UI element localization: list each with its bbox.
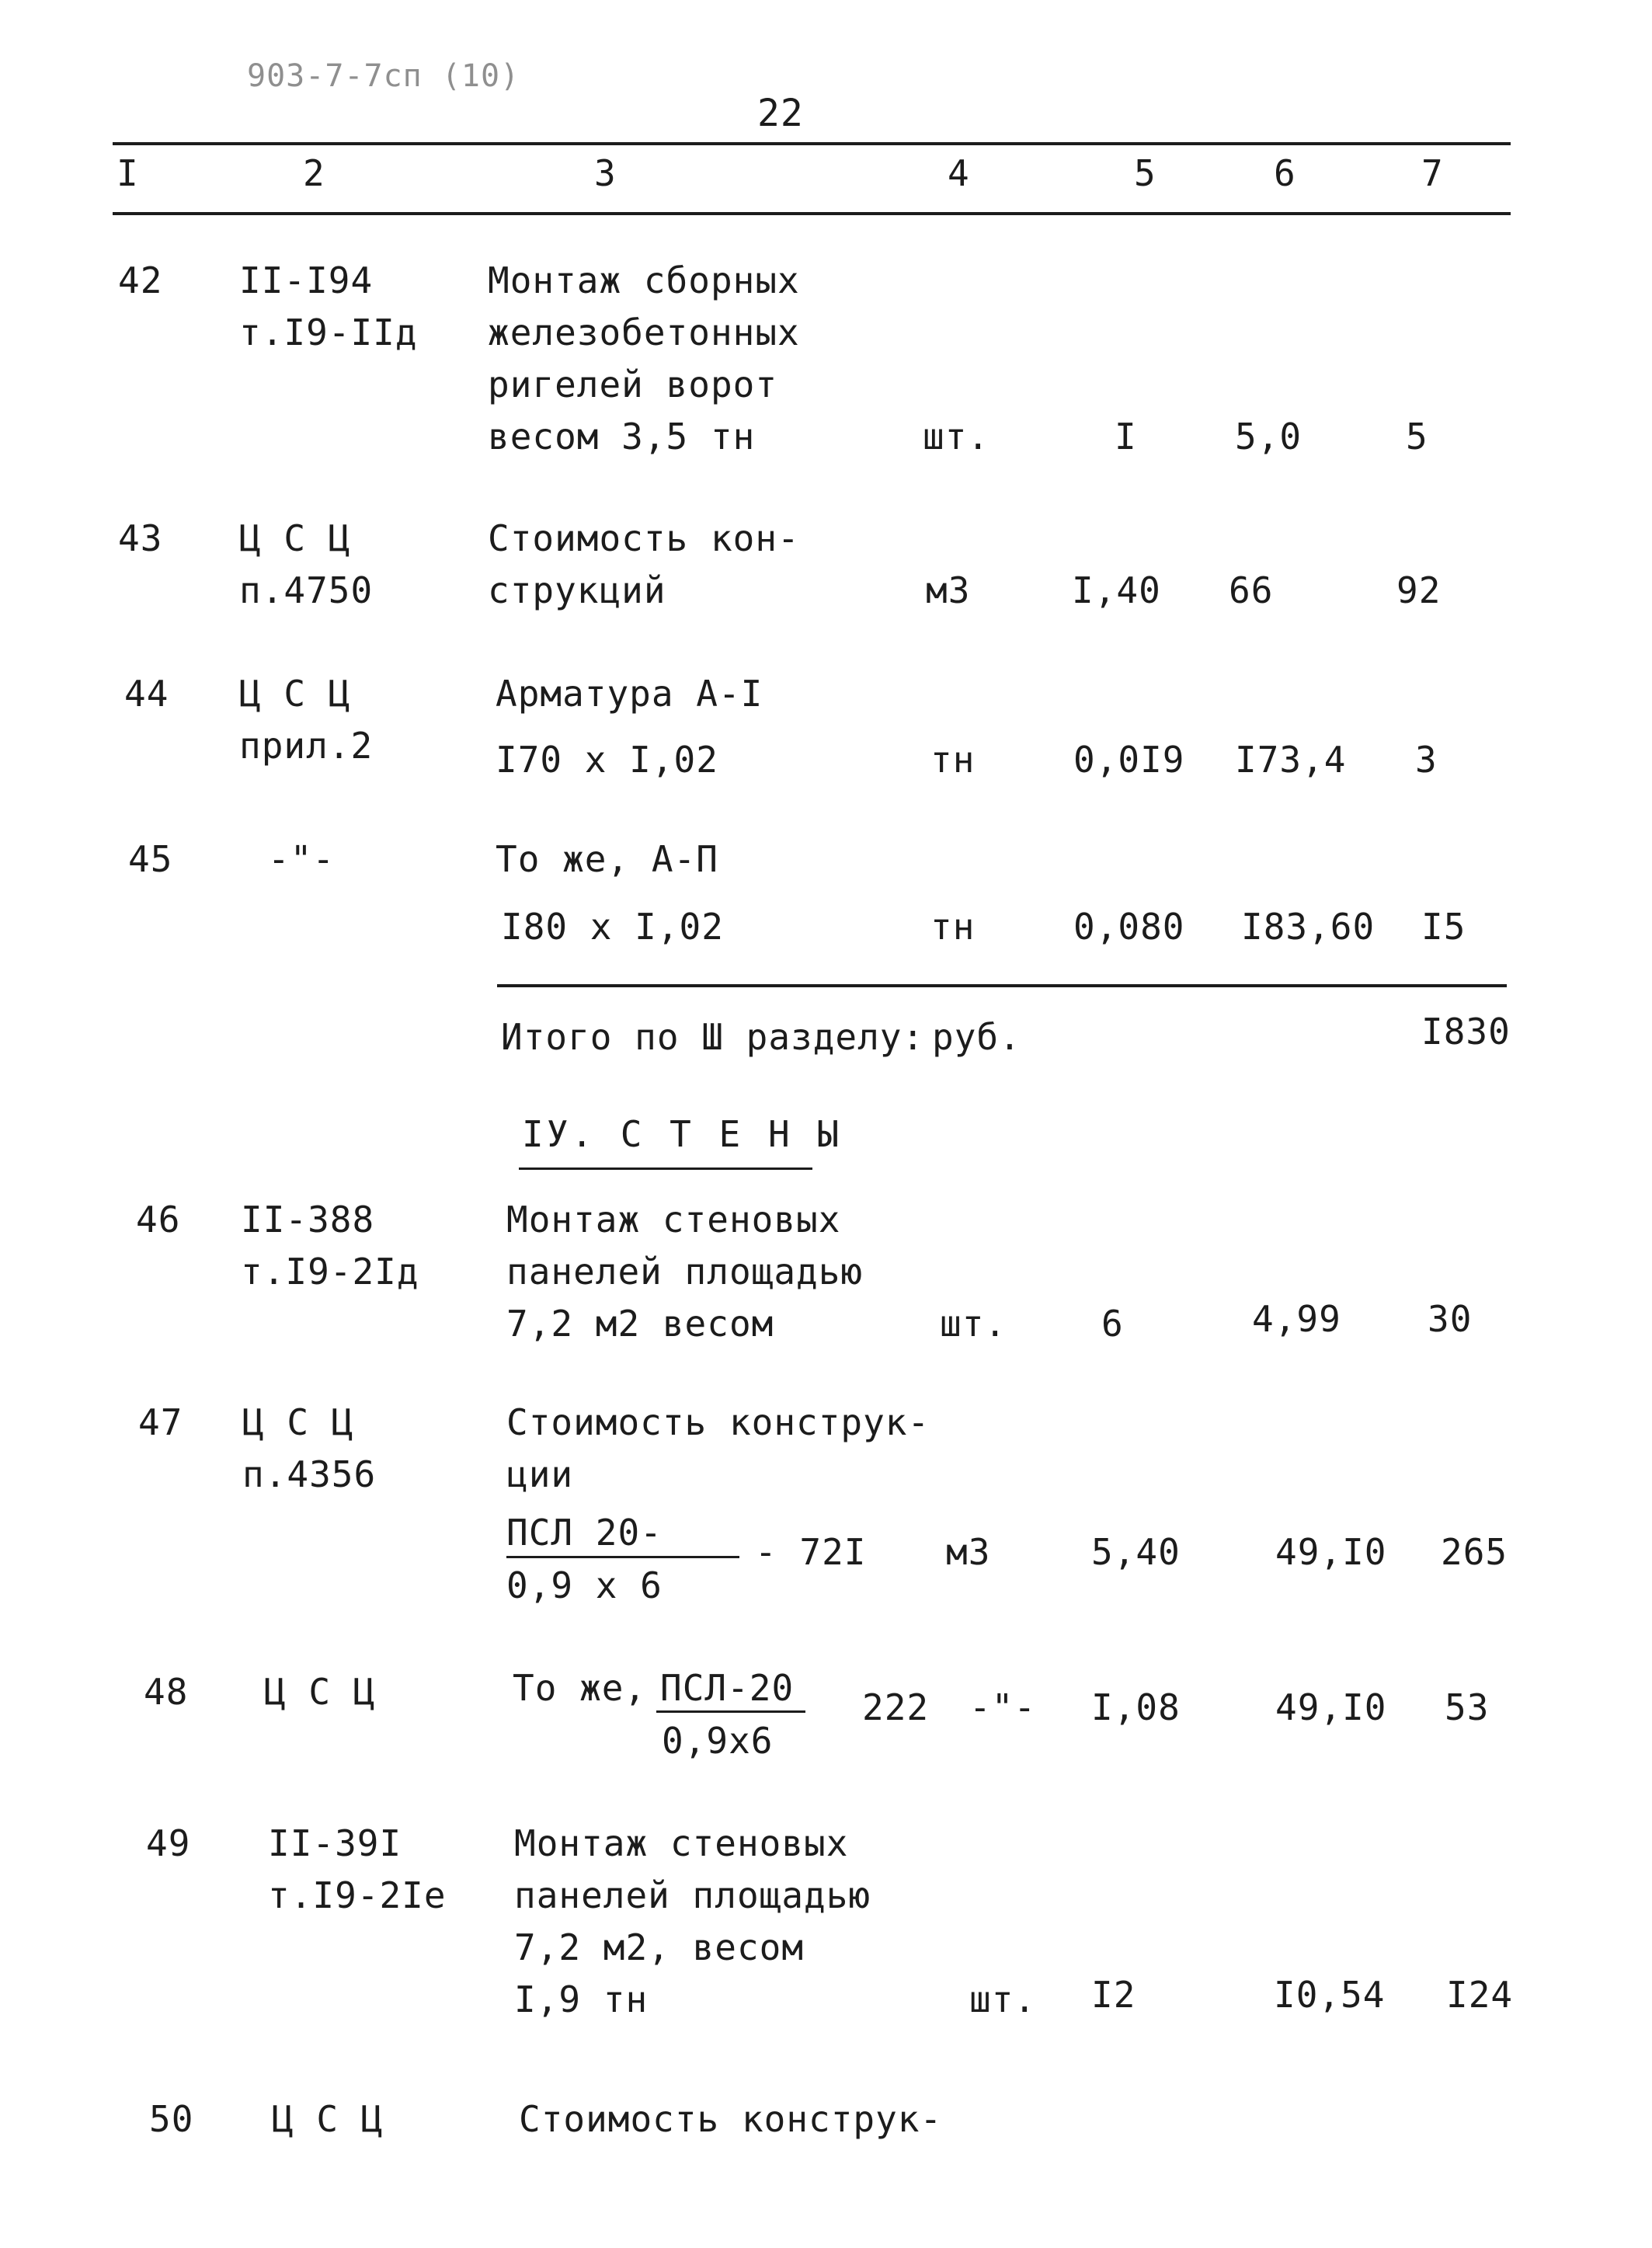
quantity-cell: I,40 bbox=[1072, 569, 1161, 611]
row-number: 42 bbox=[118, 259, 163, 301]
work-description: 7,2 м2 весом bbox=[506, 1303, 774, 1345]
row-number: 46 bbox=[136, 1199, 181, 1241]
row-number: 43 bbox=[118, 517, 163, 559]
total-cost-cell: I24 bbox=[1446, 1974, 1514, 2016]
norm-reference: Ц С Ц bbox=[272, 2098, 384, 2140]
work-description: ции bbox=[506, 1453, 574, 1495]
column-header-3: 3 bbox=[594, 152, 617, 194]
column-header-4: 4 bbox=[948, 152, 970, 194]
unit-cell: тн bbox=[930, 906, 976, 948]
fraction-bar bbox=[506, 1556, 739, 1558]
work-description: струкций bbox=[488, 569, 666, 611]
norm-reference: II-I94 bbox=[239, 259, 374, 301]
quantity-cell: I,08 bbox=[1091, 1686, 1181, 1728]
work-description: I80 х I,02 bbox=[501, 906, 724, 948]
work-description: панелей площадью bbox=[514, 1874, 871, 1916]
work-description: ригелей ворот bbox=[488, 364, 778, 405]
unit-price-cell: 49,I0 bbox=[1275, 1686, 1387, 1728]
table-top-rule bbox=[113, 142, 1511, 145]
total-cost-cell: 53 bbox=[1445, 1686, 1490, 1728]
unit-price-cell: I83,60 bbox=[1241, 906, 1376, 948]
work-description: То же, bbox=[513, 1667, 647, 1709]
unit-price-cell: 5,0 bbox=[1235, 416, 1302, 458]
column-header-7: 7 bbox=[1421, 152, 1444, 194]
work-description: Стоимость конструк- bbox=[519, 2098, 943, 2140]
quantity-cell: 5,40 bbox=[1091, 1531, 1181, 1573]
norm-reference: II-388 bbox=[241, 1199, 375, 1241]
work-description: I70 х I,02 bbox=[496, 739, 718, 781]
total-cost-cell: 3 bbox=[1415, 739, 1438, 781]
total-cost-cell: 5 bbox=[1406, 416, 1428, 458]
norm-reference: т.I9-IIд bbox=[239, 311, 418, 353]
quantity-cell: 0,0I9 bbox=[1073, 739, 1185, 781]
row-number: 47 bbox=[138, 1401, 183, 1443]
unit-cell: м3 bbox=[946, 1531, 991, 1573]
work-description: Стоимость конструк- bbox=[506, 1401, 930, 1443]
unit-cell: шт. bbox=[940, 1303, 1007, 1345]
row-number: 45 bbox=[128, 838, 173, 880]
work-description: I,9 тн bbox=[514, 1978, 649, 2020]
quantity-cell: 6 bbox=[1101, 1303, 1124, 1345]
row-number: 49 bbox=[146, 1822, 191, 1864]
norm-reference: т.I9-2Iе bbox=[268, 1874, 447, 1916]
work-description: Стоимость кон- bbox=[488, 517, 800, 559]
subtotal-total: I830 bbox=[1421, 1011, 1511, 1053]
norm-reference: прил.2 bbox=[239, 725, 374, 767]
column-header-2: 2 bbox=[303, 152, 325, 194]
fraction-numerator: ПСЛ-20 bbox=[660, 1667, 795, 1709]
subtotal-unit: руб. bbox=[932, 1016, 1021, 1058]
row-number: 48 bbox=[144, 1671, 189, 1713]
work-description: Монтаж стеновых bbox=[506, 1199, 841, 1241]
work-description: весом 3,5 тн bbox=[488, 416, 756, 458]
norm-reference: п.4356 bbox=[242, 1453, 377, 1495]
norm-reference: II-39I bbox=[268, 1822, 402, 1864]
header-bottom-rule bbox=[113, 212, 1511, 215]
unit-price-cell: I73,4 bbox=[1235, 739, 1347, 781]
subtotal-rule bbox=[497, 984, 1507, 987]
total-cost-cell: 30 bbox=[1428, 1298, 1473, 1340]
fraction-suffix: 222 bbox=[862, 1686, 930, 1728]
fraction-bar bbox=[656, 1710, 805, 1713]
work-description: железобетонных bbox=[488, 311, 800, 353]
work-description: То же, А-П bbox=[496, 838, 718, 880]
subtotal-label: Итого по Ш разделу: bbox=[501, 1016, 925, 1058]
norm-reference: Ц С Ц bbox=[264, 1671, 376, 1713]
unit-price-cell: 49,I0 bbox=[1275, 1531, 1387, 1573]
quantity-cell: I2 bbox=[1091, 1974, 1136, 2016]
norm-reference: Ц С Ц bbox=[242, 1401, 354, 1443]
unit-cell: м3 bbox=[926, 569, 971, 611]
norm-reference: -"- bbox=[268, 838, 336, 880]
fraction-suffix: - 72I bbox=[755, 1531, 867, 1573]
unit-price-cell: 66 bbox=[1229, 569, 1274, 611]
unit-cell: шт. bbox=[969, 1978, 1037, 2020]
unit-cell: -"- bbox=[969, 1686, 1037, 1728]
column-header-5: 5 bbox=[1134, 152, 1156, 194]
unit-cell: шт. bbox=[923, 416, 990, 458]
row-number: 44 bbox=[124, 673, 169, 715]
page-number: 22 bbox=[757, 92, 804, 135]
unit-cell: тн bbox=[930, 739, 976, 781]
norm-reference: Ц С Ц bbox=[239, 517, 351, 559]
norm-reference: Ц С Ц bbox=[239, 673, 351, 715]
section-title: IУ. С Т Е Н Ы bbox=[522, 1113, 843, 1155]
fraction-denominator: 0,9х6 bbox=[662, 1720, 774, 1762]
work-description: Арматура А-I bbox=[496, 673, 763, 715]
total-cost-cell: I5 bbox=[1421, 906, 1466, 948]
unit-price-cell: I0,54 bbox=[1274, 1974, 1386, 2016]
work-description: Монтаж стеновых bbox=[514, 1822, 849, 1864]
fraction-numerator: ПСЛ 20- bbox=[506, 1512, 663, 1554]
total-cost-cell: 265 bbox=[1441, 1531, 1508, 1573]
fraction-denominator: 0,9 х 6 bbox=[506, 1564, 663, 1606]
norm-reference: п.4750 bbox=[239, 569, 374, 611]
row-number: 50 bbox=[149, 2098, 194, 2140]
column-header-1: I bbox=[117, 152, 139, 194]
norm-reference: т.I9-2Iд bbox=[241, 1251, 419, 1293]
work-description: 7,2 м2, весом bbox=[514, 1926, 805, 1968]
quantity-cell: 0,080 bbox=[1073, 906, 1185, 948]
work-description: Монтаж сборных bbox=[488, 259, 800, 301]
work-description: панелей площадью bbox=[506, 1251, 864, 1293]
unit-price-cell: 4,99 bbox=[1252, 1298, 1341, 1340]
column-header-6: 6 bbox=[1274, 152, 1296, 194]
total-cost-cell: 92 bbox=[1396, 569, 1442, 611]
document-code: 903-7-7сп (10) bbox=[247, 58, 520, 94]
section-title-underline bbox=[519, 1167, 812, 1170]
quantity-cell: I bbox=[1115, 416, 1137, 458]
